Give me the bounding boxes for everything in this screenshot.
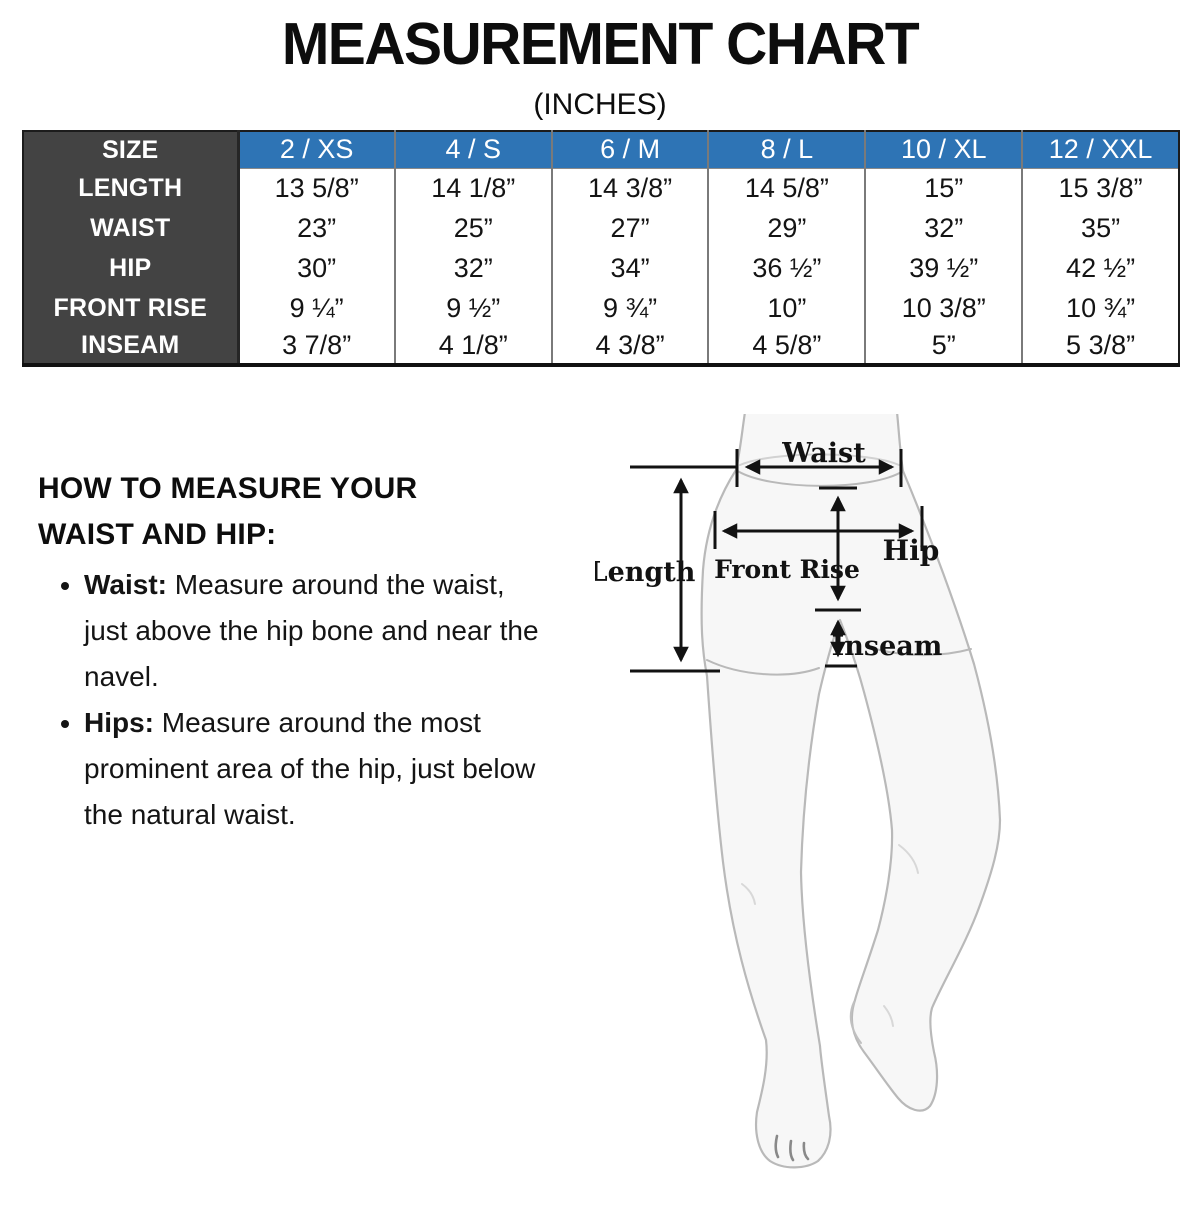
table-cell: 35” [1022,208,1179,248]
how-to-heading-line2: WAIST AND HIP: [38,518,277,551]
size-col-header: 10 / XL [865,131,1022,168]
how-to-heading-line1: HOW TO MEASURE YOUR [38,472,418,505]
waist-label: Waist [782,438,866,469]
length-label: Length [595,557,696,588]
table-cell: 25” [395,208,552,248]
table-cell: 39 ½” [865,248,1022,288]
table-cell: 36 ½” [708,248,865,288]
table-row-front-rise [23,288,1179,328]
size-col-header: 8 / L [708,131,865,168]
table-cell: 10 3/8” [865,288,1022,328]
bullet-waist [84,562,549,700]
bullet-text: Measure around the waist, just above the hip bone and near the navel. [84,569,539,692]
size-col-header: 2 / XS [238,131,395,168]
bullet-lead: Hips: [84,707,154,738]
table-cell: 9 ¼” [238,288,395,328]
row-label: FRONT RISE [23,288,238,328]
table-cell: 32” [395,248,552,288]
how-to-bullet-list [38,562,583,838]
table-cell: 10” [708,288,865,328]
table-cell: 32” [865,208,1022,248]
legs-sketch [702,404,1000,1167]
inseam-label: Inseam [831,631,943,662]
size-col-header: 6 / M [552,131,709,168]
table-cell: 9 ½” [395,288,552,328]
hip-label: Hip [882,534,940,567]
row-label: HIP [23,248,238,288]
table-cell: 5” [865,328,1022,365]
table-cell: 4 1/8” [395,328,552,365]
table-cell: 15” [865,168,1022,208]
size-col-header: 4 / S [395,131,552,168]
size-chart-table [22,130,1180,367]
table-row-hip [23,248,1179,288]
row-label: INSEAM [23,328,238,365]
table-cell: 23” [238,208,395,248]
table-cell: 3 7/8” [238,328,395,365]
table-cell: 34” [552,248,709,288]
size-col-header: 12 / XXL [1022,131,1179,168]
table-cell: 4 5/8” [708,328,865,365]
legs-measurement-diagram [595,400,1045,1200]
table-cell: 4 3/8” [552,328,709,365]
table-cell: 5 3/8” [1022,328,1179,365]
page-subtitle-units: (INCHES) [533,88,667,121]
table-cell: 15 3/8” [1022,168,1179,208]
table-row-length [23,168,1179,208]
table-cell: 30” [238,248,395,288]
row-label: LENGTH [23,168,238,208]
bullet-lead: Waist: [84,569,167,600]
table-cell: 27” [552,208,709,248]
bullet-hips [84,700,549,838]
table-cell: 14 1/8” [395,168,552,208]
table-cell: 14 5/8” [708,168,865,208]
table-cell: 29” [708,208,865,248]
table-cell: 9 ¾” [552,288,709,328]
table-row-waist [23,208,1179,248]
bullet-text: Measure around the most prominent area of the hip, just below the natural waist. [84,707,536,830]
table-cell: 42 ½” [1022,248,1179,288]
row-label: WAIST [23,208,238,248]
table-cell: 13 5/8” [238,168,395,208]
front-rise-label: Front Rise [714,555,860,584]
table-cell: 14 3/8” [552,168,709,208]
table-row-inseam [23,328,1179,365]
table-row-sizes [23,131,1179,168]
corner-header-size: SIZE [23,131,238,168]
how-to-measure-section [38,466,583,838]
page-title: MEASUREMENT CHART [281,11,919,78]
table-cell: 10 ¾” [1022,288,1179,328]
